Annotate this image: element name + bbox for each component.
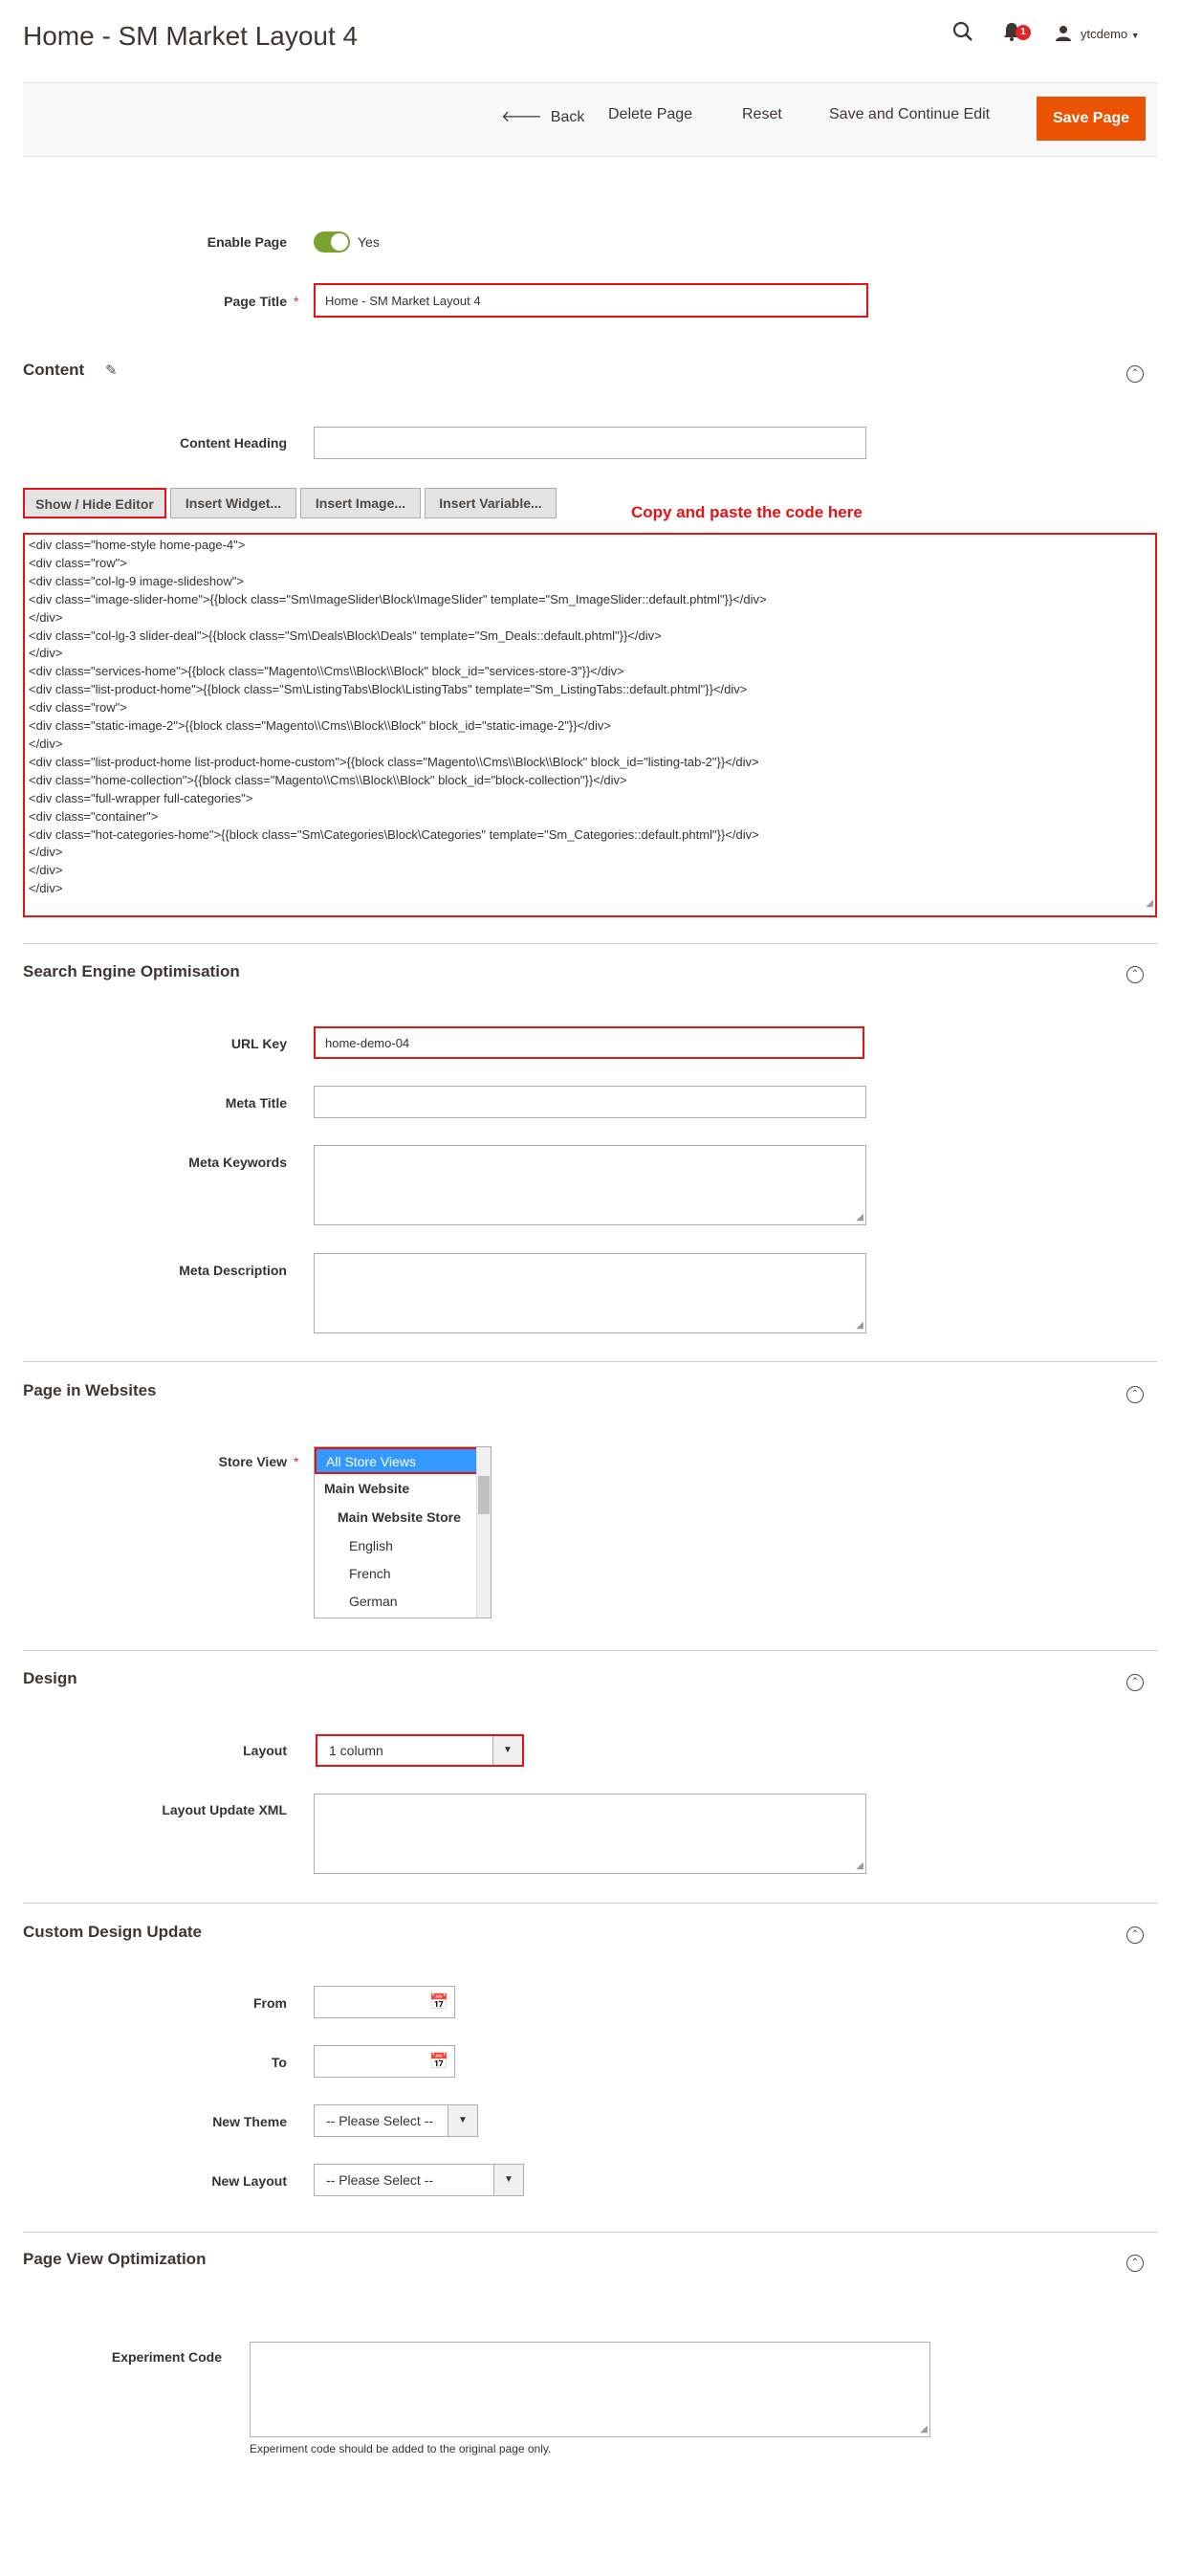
save-page-button[interactable]: Save Page: [1037, 97, 1146, 141]
new-theme-value: -- Please Select --: [326, 2113, 434, 2128]
resize-handle-icon[interactable]: ◢: [856, 1860, 863, 1871]
new-layout-select[interactable]: [314, 2164, 524, 2196]
resize-handle-icon[interactable]: ◢: [920, 2424, 928, 2434]
calendar-icon[interactable]: 📅: [429, 2054, 448, 2070]
to-date-input[interactable]: [314, 2045, 455, 2078]
meta-keywords-textarea[interactable]: [314, 1145, 866, 1225]
new-layout-value: -- Please Select --: [326, 2172, 434, 2188]
select-arrow-icon: ▼: [448, 2105, 477, 2136]
content-heading-label: Content Heading: [180, 435, 287, 451]
store-view-multiselect[interactable]: [314, 1446, 492, 1618]
collapse-icon[interactable]: ⌃: [1126, 1386, 1144, 1403]
page-title-label: Page Title: [224, 294, 287, 309]
websites-section-title[interactable]: Page in Websites: [23, 1381, 157, 1399]
optimization-section-title[interactable]: Page View Optimization: [23, 2250, 207, 2268]
search-icon[interactable]: [952, 21, 973, 48]
insert-image-button[interactable]: Insert Image...: [300, 488, 421, 518]
layout-select[interactable]: [316, 1734, 524, 1767]
collapse-icon[interactable]: ⌃: [1126, 1926, 1144, 1944]
store-option-german[interactable]: German: [349, 1594, 398, 1609]
new-layout-label: New Layout: [211, 2173, 287, 2189]
username: ytcdemo: [1081, 27, 1128, 41]
custom-design-section-title[interactable]: Custom Design Update: [23, 1923, 203, 1941]
insert-variable-button[interactable]: Insert Variable...: [425, 488, 557, 518]
delete-page-button[interactable]: Delete Page: [608, 106, 693, 122]
code-text: <div class="home-style home-page-4"> <div class="row"> <div class="col-lg-9 image-slideshow"> <div class="image-slider-home">{{block class="Sm\ImageSlider\Block\ImageSlider" template="Sm_ImageSlider::default.phtml"}}</div> </div> <div class="col-lg-3 slider-deal">{{block class="Sm\Deals\Block\Deals" template="Sm_Deals::default.phtml"}}</div> </div> <div class="services-home">{{block class="Magento\\Cms\\Block\\Block" block_id="services-store-3"}}</div> <div class="list-product-home">{{block class="Sm\ListingTabs\Block\ListingTabs" template="Sm_ListingTabs::default.phtml"}}</div> <div class="row"> <div class="static-image-2">{{block class="Magento\\Cms\\Block\\Block" block_id="static-image-2"}}</div> </div> <div class="list-product-home list-product-home-custom">{{block class="Magento\\Cms\\Block\\Block" block_id="listing-tab-2"}}</div> <div class="home-collection">{{block class="Magento\\Cms\\Block\\Block" block_id="block-collection"}}</div> <div class="full-wrapper full-categories"> <div class="container"> <div class="hot-categories-home">{{block class="Sm\Categories\Block\Categories" template="Sm_Categories::default.phtml"}}</div> </div> </div> </div>: [29, 538, 767, 896]
section-divider: [23, 1650, 1157, 1651]
store-option-website[interactable]: Main Website: [324, 1481, 410, 1496]
save-and-continue-button[interactable]: Save and Continue Edit: [829, 106, 991, 122]
layout-xml-label: Layout Update XML: [162, 1802, 287, 1817]
new-theme-label: New Theme: [212, 2114, 287, 2129]
seo-section-title[interactable]: Search Engine Optimisation: [23, 962, 240, 980]
arrow-left-icon: 🡐: [501, 109, 542, 125]
experiment-code-note: Experiment code should be added to the original page only.: [250, 2442, 552, 2455]
collapse-icon[interactable]: ⌃: [1126, 365, 1144, 383]
page-actions-bar: [23, 82, 1157, 157]
enable-page-label: Enable Page: [207, 234, 287, 250]
layout-label: Layout: [243, 1743, 287, 1758]
resize-handle-icon[interactable]: ◢: [1146, 898, 1153, 910]
back-button[interactable]: [501, 106, 584, 126]
collapse-icon[interactable]: ⌃: [1126, 2255, 1144, 2272]
enable-page-value: Yes: [358, 234, 380, 250]
design-section-title[interactable]: Design: [23, 1669, 77, 1687]
section-divider: [23, 1903, 1157, 1904]
layout-value: 1 column: [329, 1743, 383, 1758]
experiment-code-label: Experiment Code: [111, 2349, 222, 2365]
back-label: Back: [550, 109, 585, 125]
section-divider: [23, 2232, 1157, 2233]
meta-title-input[interactable]: [314, 1086, 866, 1118]
meta-description-textarea[interactable]: [314, 1253, 866, 1333]
to-label: To: [271, 2055, 287, 2070]
show-hide-editor-button[interactable]: Show / Hide Editor: [23, 488, 166, 518]
store-option-all[interactable]: All Store Views: [315, 1447, 491, 1474]
reset-button[interactable]: Reset: [742, 106, 782, 122]
url-key-label: URL Key: [230, 1036, 287, 1051]
paste-hint-annotation: Copy and paste the code here: [631, 503, 863, 521]
experiment-code-textarea[interactable]: [250, 2342, 930, 2437]
resize-handle-icon[interactable]: ◢: [856, 1320, 863, 1331]
collapse-icon[interactable]: ⌃: [1126, 1674, 1144, 1691]
section-divider: [23, 943, 1157, 944]
scrollbar-thumb[interactable]: [478, 1476, 490, 1514]
from-label: From: [253, 1995, 287, 2011]
required-marker: *: [294, 1454, 299, 1469]
content-code-editor[interactable]: [23, 533, 1157, 917]
content-heading-input[interactable]: [314, 427, 866, 459]
user-icon[interactable]: [1055, 25, 1072, 47]
meta-description-label: Meta Description: [179, 1263, 287, 1278]
required-marker: *: [294, 294, 299, 309]
from-date-input[interactable]: [314, 1986, 455, 2018]
calendar-icon[interactable]: 📅: [429, 1994, 448, 2011]
new-theme-select[interactable]: [314, 2104, 478, 2137]
enable-page-toggle[interactable]: [314, 231, 350, 253]
pencil-icon[interactable]: ✎: [105, 363, 118, 379]
select-arrow-icon: ▼: [492, 1736, 522, 1765]
url-key-input[interactable]: [314, 1026, 864, 1059]
select-arrow-icon: ▼: [493, 2165, 523, 2195]
chevron-down-icon: ▼: [1130, 31, 1140, 40]
insert-widget-button[interactable]: Insert Widget...: [170, 488, 296, 518]
meta-keywords-label: Meta Keywords: [188, 1155, 287, 1170]
resize-handle-icon[interactable]: ◢: [856, 1212, 863, 1222]
user-menu[interactable]: [1081, 27, 1140, 41]
store-option-english[interactable]: English: [349, 1538, 393, 1553]
section-divider: [23, 1361, 1157, 1362]
content-section-title[interactable]: Content: [23, 361, 85, 379]
page-title-input[interactable]: [314, 283, 868, 318]
meta-title-label: Meta Title: [225, 1095, 287, 1111]
notification-count-badge: 1: [1016, 25, 1031, 40]
collapse-icon[interactable]: ⌃: [1126, 966, 1144, 983]
store-view-label: Store View: [218, 1454, 287, 1469]
toggle-knob: [331, 233, 348, 251]
layout-xml-textarea[interactable]: [314, 1794, 866, 1874]
page-title: Home - SM Market Layout 4: [23, 21, 359, 51]
store-option-store[interactable]: Main Website Store: [338, 1509, 461, 1525]
store-option-french[interactable]: French: [349, 1566, 391, 1581]
store-view-scrollbar[interactable]: [476, 1447, 491, 1618]
